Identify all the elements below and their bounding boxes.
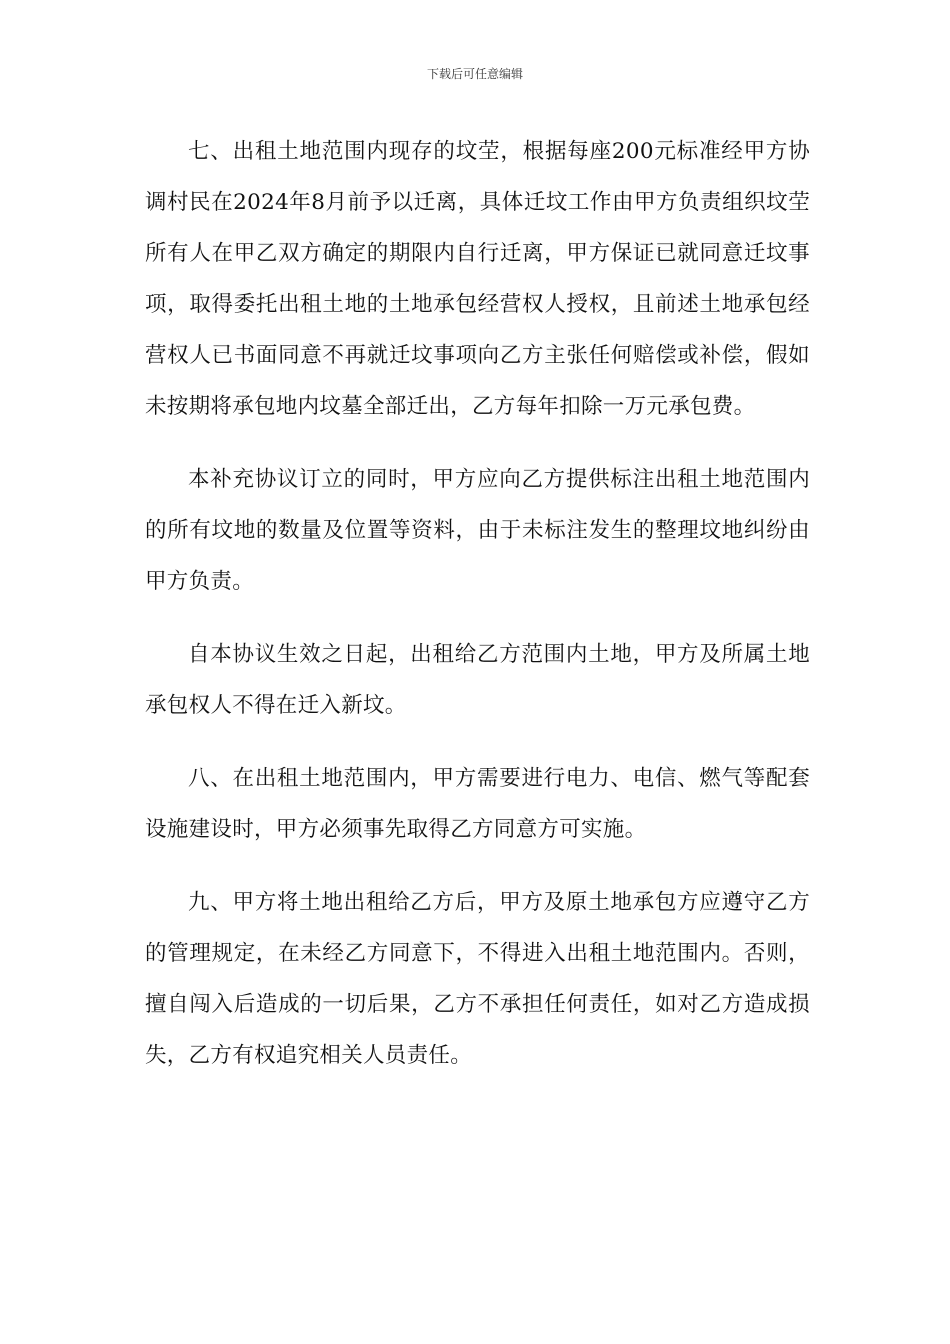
paragraph-article-8: 八、在出租土地范围内，甲方需要进行电力、电信、燃气等配套设施建设时，甲方必须事先取得乙方同意方可实施。: [145, 766, 810, 842]
document-body: [145, 126, 810, 1081]
paragraph-grave-records: 本补充协议订立的同时，甲方应向乙方提供标注出租土地范围内的所有坟地的数量及位置等资料，由于未标注发生的整理坟地纠纷由甲方负责。: [145, 467, 810, 594]
paragraph-article-7: 七、出租土地范围内现存的坟茔，根据每座200元标准经甲方协调村民在2024年8月前予以迁离，具体迁坟工作由甲方负责组织坟茔所有人在甲乙双方确定的期限内自行迁离，甲方保证已就同意迁坟事项，取得委托出租土地的土地承包经营权人授权，且前述土地承包经营权人已书面同意不再就迁坟事项向乙方主张任何赔偿或补偿，假如未按期将承包地内坟墓全部迁出，乙方每年扣除一万元承包费。: [145, 139, 810, 419]
page-header: 下载后可任意编辑: [426, 67, 523, 81]
paragraph-no-new-graves: 自本协议生效之日起，出租给乙方范围内土地，甲方及所属土地承包权人不得在迁入新坟。: [145, 642, 810, 718]
paragraph-article-9: 九、甲方将土地出租给乙方后，甲方及原土地承包方应遵守乙方的管理规定，在未经乙方同意下，不得进入出租土地范围内。否则，擅自闯入后造成的一切后果，乙方不承担任何责任，如对乙方造成损失，乙方有权追究相关人员责任。: [145, 890, 810, 1068]
